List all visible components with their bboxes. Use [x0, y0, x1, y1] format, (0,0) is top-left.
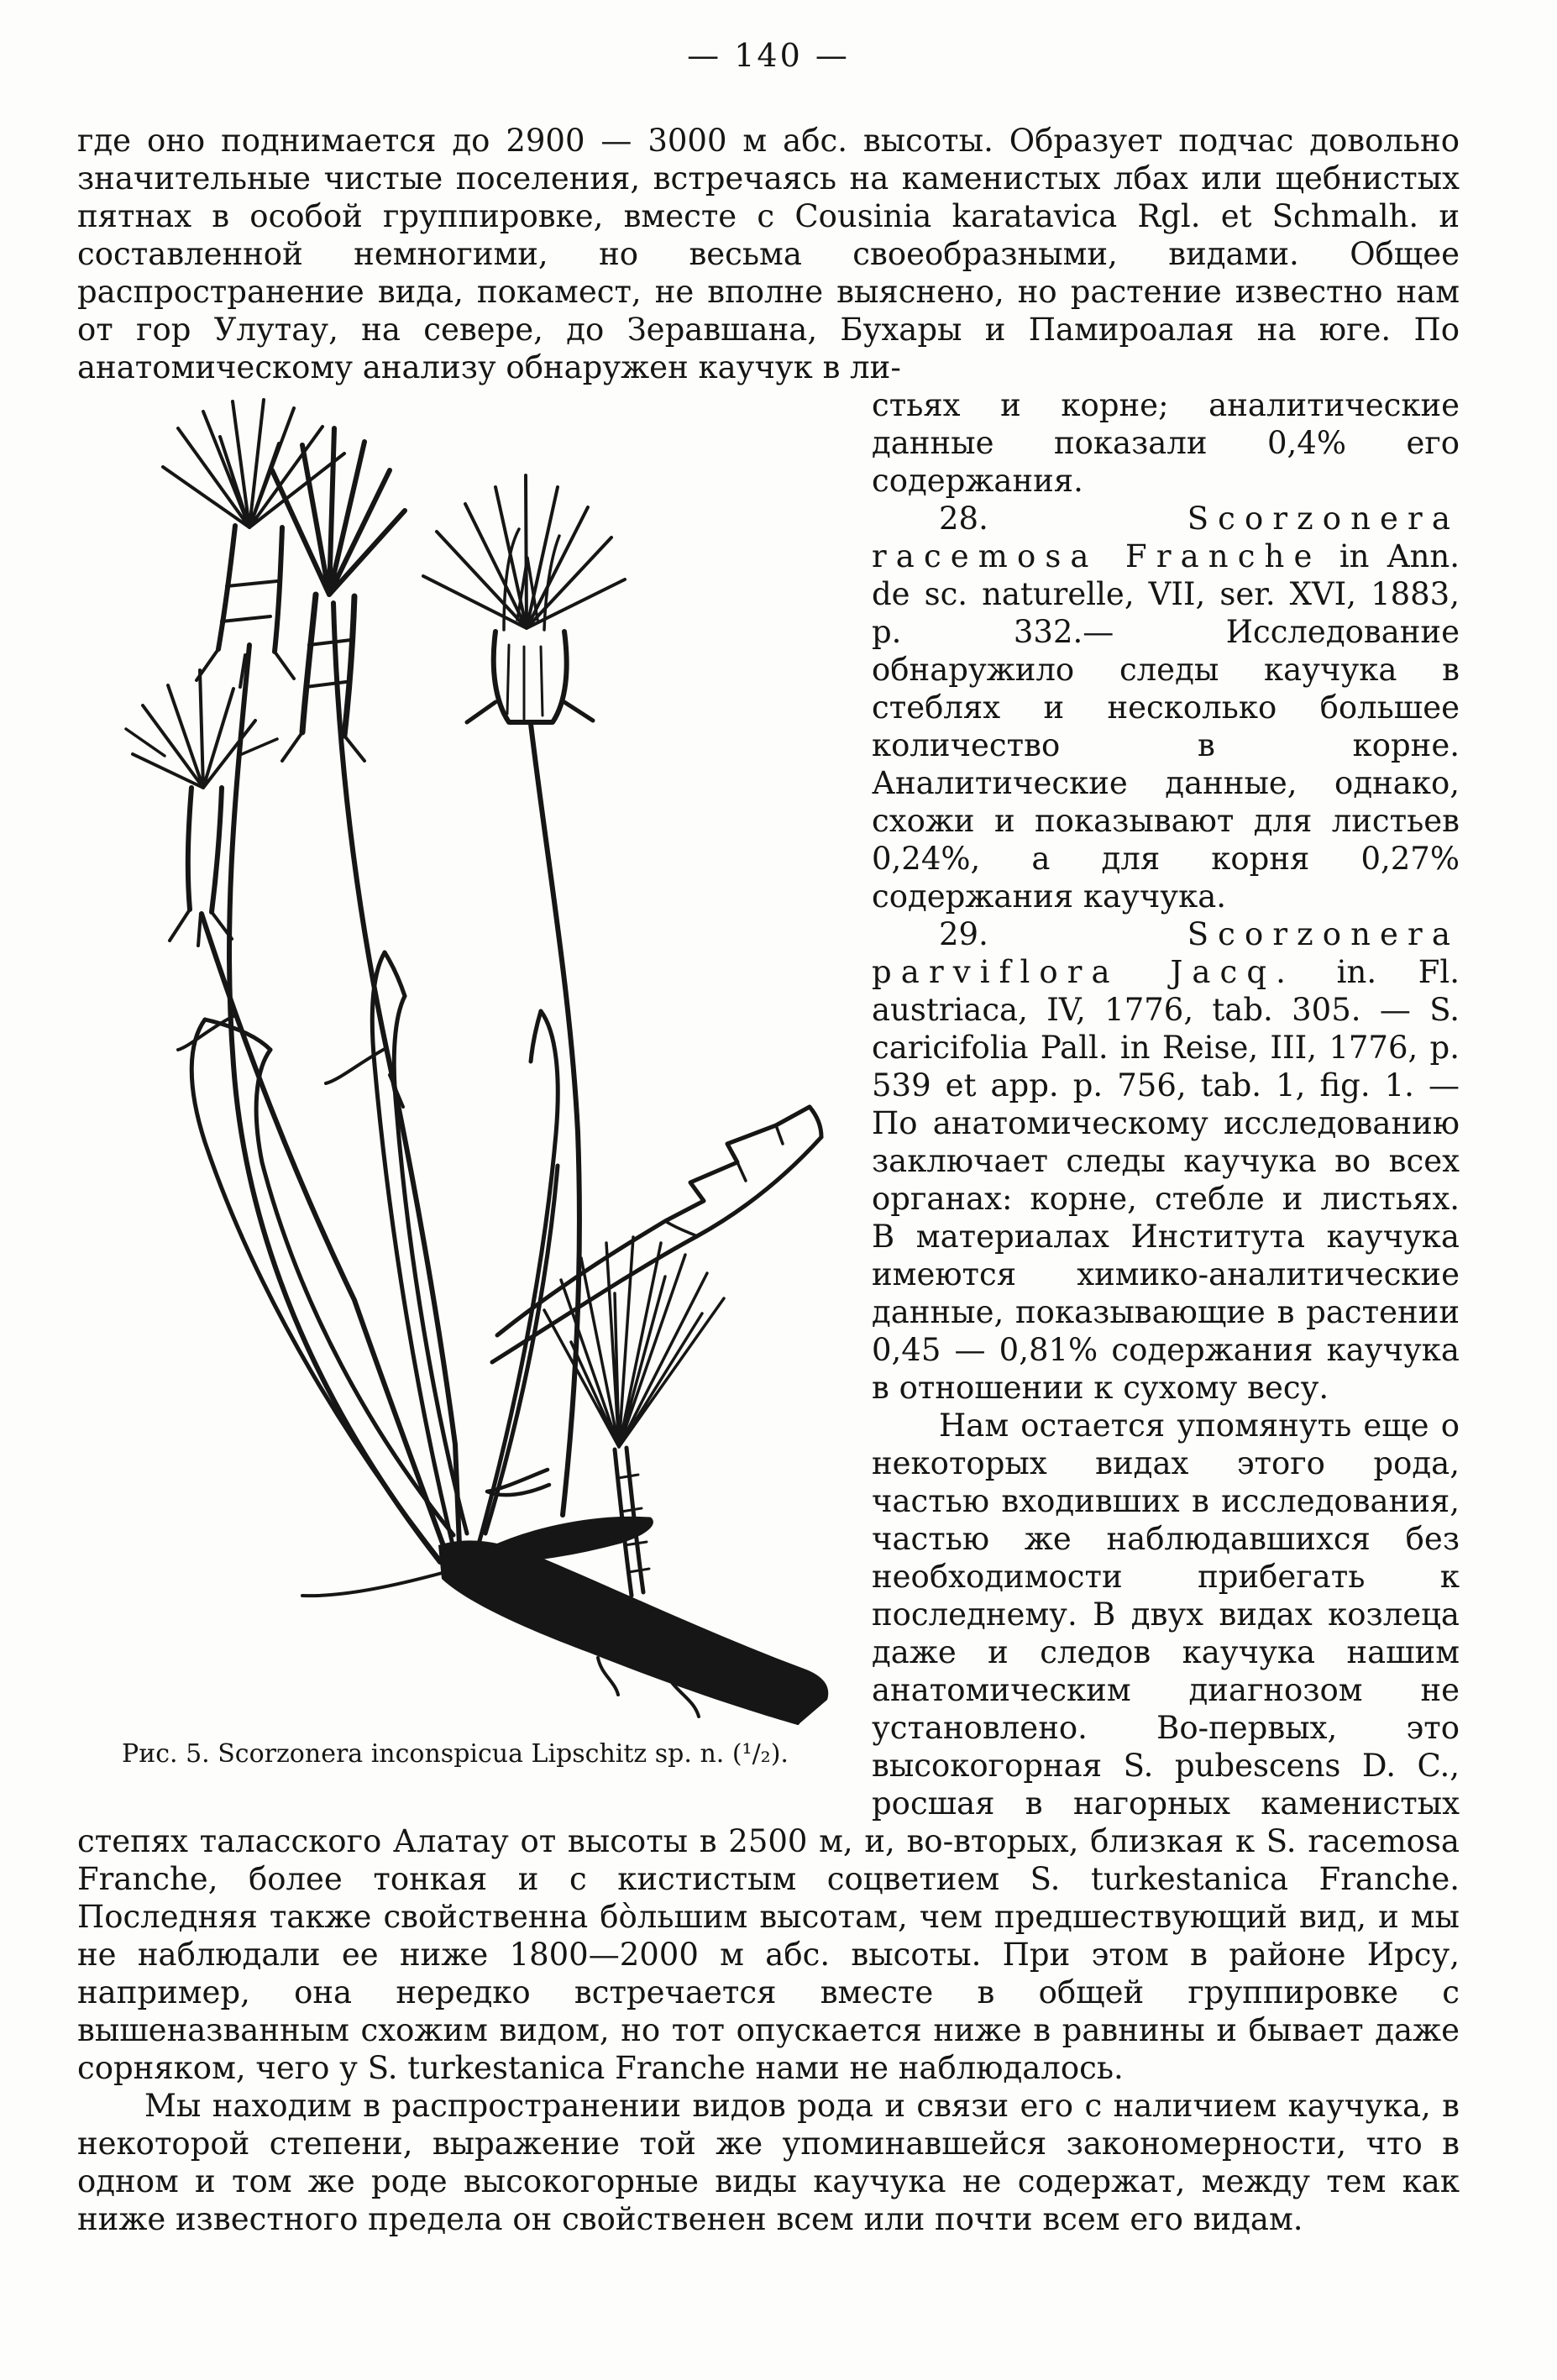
botanical-figure — [77, 393, 833, 1769]
paragraph-intro-continued: стьях и корне; аналитические данные показали 0,4% его содержания. — [872, 387, 1460, 499]
root — [438, 1540, 828, 1725]
species-28-number: 28. — [939, 501, 1187, 537]
plant-illustration — [77, 393, 833, 1733]
species-28-name: Scorzonera racemosa Franche — [872, 501, 1460, 574]
page-number: — 140 — — [687, 37, 850, 74]
flower-heads — [126, 400, 405, 946]
paragraph-intro: где оно поднимается до 2900 — 3000 м абс. высоты. Образует подчас довольно значительные чистые поселения, встречаясь на каменистых лбах или щебнистых пятнах в особой группировке, вместе с Cousinia karatavica Rgl. et Schmalh. и составленной немногими, но весьма своеобразными, видами. Общее распространение вида, покамест, не вполне выяснено, но растение известно нам от гор Улутау, на севере, до Зеравшана, Бухары и Памироалая на юге. По анатомическому анализу обнаружен каучук в ли- — [77, 123, 1460, 385]
stems — [178, 603, 460, 1569]
species-28-text: in Ann. de sc. naturelle, VII, ser. XVI, 1883, p. 332.— Исследование обнаружило следы каучука в стеблях и несколько большее количество в корне. Аналитические данные, однако, схожи и показывают для листьев 0,24%, а для корня 0,27% содержания каучука. — [872, 538, 1460, 915]
paragraph-conclusion: Мы находим в распространении видов рода и связи его с наличием каучука, в некоторой степени, выражение той же упоминавшейся закономерности, что в одном и том же роде высокогорные виды каучука не содержат, между тем как ниже известного предела он свойственен всем или почти всем его видам. — [77, 2088, 1460, 2237]
paragraph-other-species: Нам остается упомянуть еще о некоторых видах этого рода, частью входивших в исследования, частью же наблюдавшихся без необходимости прибегать к последнему. В двух видах козлеца даже и следов каучука нашим анатомическим диагнозом не установлено. Во-первых, это высокогорная S. pubescens D. C., росшая в нагорных каменистых степях таласского Алатау от высоты в 2500 м, и, во-вторых, близкая к S. racemosa Franche, более тонкая и с кистистым соцветием S. turkestanica Franche. Последняя также свойственна бо̀льшим высотам, чем предшествующий вид, и мы не наблюдали ее ниже 1800—2000 м абс. высоты. При этом в районе Ирсу, например, она нередко встречается вместе в общей группировке с вышеназванным схожим видом, но тот опускается ниже в равнины и бывает даже сорняком, чего у S. turkestanica Franche нами не наблюдалось. — [77, 1408, 1460, 2086]
species-29-name: Scorzonera parviflora Jacq. — [872, 916, 1460, 990]
species-29-number: 29. — [939, 916, 1187, 952]
leaves — [191, 952, 821, 1596]
figure-caption: Рис. 5. Scorzonera inconspicua Lipschitz sp. n. (¹/₂). — [122, 1739, 789, 1769]
species-29-text: in. Fl. austriaca, IV, 1776, tab. 305. — S. caricifolia Pall. in Reise, III, 1776, p. 539 et app. p. 756, tab. 1, fig. 1. — По анатомическому исследованию заключает следы каучука во всех органах: корне, стебле и листьях. В материалах Института каучука имеются химико-аналитические данные, показывающие в растении 0,45 — 0,81% содержания каучука в отношении к сухому весу. — [872, 954, 1460, 1406]
